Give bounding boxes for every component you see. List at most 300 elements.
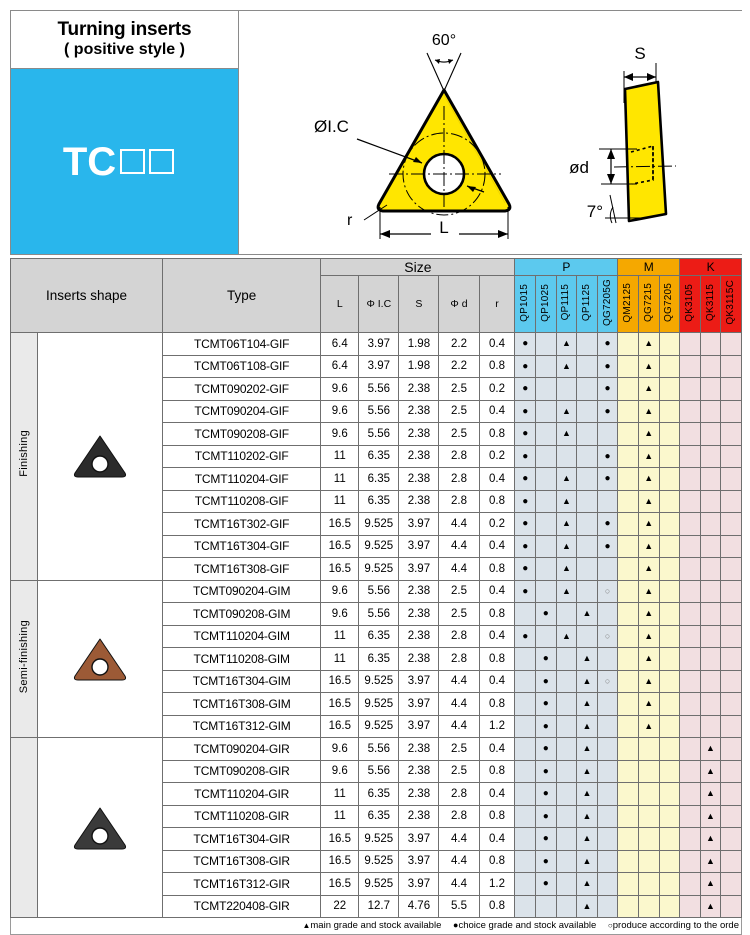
cell-grade-mark <box>700 873 721 896</box>
cell-grade-mark <box>577 513 598 536</box>
cell-grade-mark <box>597 738 618 761</box>
cell-grade-mark <box>680 378 701 401</box>
cell-grade-mark <box>638 783 659 806</box>
cell-grade-mark <box>659 715 680 738</box>
cell-grade-mark <box>659 580 680 603</box>
cell-grade-mark <box>577 580 598 603</box>
cell-grade-mark <box>597 603 618 626</box>
cell-size-l: 11 <box>321 445 359 468</box>
cell-size-s: 3.97 <box>399 873 439 896</box>
cell-grade-mark <box>638 670 659 693</box>
cell-grade-mark <box>556 580 577 603</box>
cell-grade-mark <box>659 603 680 626</box>
cell-size-d: 2.8 <box>439 805 479 828</box>
cell-type: TCMT090204-GIR <box>162 738 320 761</box>
cell-size-s: 1.98 <box>399 355 439 378</box>
cell-grade-mark <box>721 895 742 918</box>
cell-grade-mark <box>597 580 618 603</box>
cell-grade-mark <box>659 468 680 491</box>
cell-size-l: 11 <box>321 625 359 648</box>
cell-grade-mark <box>659 445 680 468</box>
cell-type: TCMT090208-GIM <box>162 603 320 626</box>
cell-size-d: 4.4 <box>439 670 479 693</box>
cell-size-d: 2.5 <box>439 378 479 401</box>
cell-grade-mark <box>597 400 618 423</box>
cell-size-r: 0.8 <box>479 423 515 446</box>
cell-grade-mark <box>659 490 680 513</box>
cell-grade-mark <box>700 468 721 491</box>
cell-grade-mark <box>515 760 536 783</box>
cell-grade-mark <box>680 355 701 378</box>
cell-size-r: 0.8 <box>479 760 515 783</box>
cell-grade-mark <box>556 760 577 783</box>
cell-grade-mark <box>659 828 680 851</box>
cell-grade-mark <box>577 490 598 513</box>
col-grade-qg7205g: QG7205G <box>597 276 618 333</box>
cell-grade-mark <box>536 873 557 896</box>
cell-size-s: 2.38 <box>399 490 439 513</box>
cell-size-d: 2.8 <box>439 648 479 671</box>
cell-size-s: 2.38 <box>399 805 439 828</box>
cell-grade-mark <box>597 558 618 581</box>
cell-size-ic: 5.56 <box>359 400 399 423</box>
cell-size-ic: 6.35 <box>359 805 399 828</box>
cell-grade-mark <box>700 648 721 671</box>
cell-size-r: 0.4 <box>479 828 515 851</box>
col-size-d: Φ d <box>439 276 479 333</box>
cell-grade-mark <box>659 355 680 378</box>
cell-grade-mark <box>536 535 557 558</box>
cell-size-d: 4.4 <box>439 693 479 716</box>
cell-grade-mark <box>680 333 701 356</box>
cell-grade-mark <box>577 355 598 378</box>
cell-grade-mark <box>556 648 577 671</box>
cell-grade-mark <box>680 693 701 716</box>
cell-grade-mark <box>659 513 680 536</box>
cell-grade-mark <box>515 828 536 851</box>
col-grade-qp1015: QP1015 <box>515 276 536 333</box>
cell-size-r: 0.8 <box>479 805 515 828</box>
cell-grade-mark <box>700 738 721 761</box>
cell-grade-mark <box>638 513 659 536</box>
cell-grade-mark <box>536 603 557 626</box>
cell-type: TCMT16T304-GIF <box>162 535 320 558</box>
cell-grade-mark <box>515 423 536 446</box>
cell-grade-mark <box>515 783 536 806</box>
cell-type: TCMT16T302-GIF <box>162 513 320 536</box>
cell-grade-mark <box>536 828 557 851</box>
cell-grade-mark <box>536 445 557 468</box>
col-size-s: S <box>399 276 439 333</box>
cell-grade-mark <box>659 693 680 716</box>
page-title: Turning inserts <box>57 18 192 40</box>
cell-grade-mark <box>577 378 598 401</box>
cell-size-ic: 3.97 <box>359 333 399 356</box>
cell-grade-mark <box>577 423 598 446</box>
cell-grade-mark <box>515 850 536 873</box>
cell-type: TCMT16T304-GIM <box>162 670 320 693</box>
cell-size-d: 2.8 <box>439 468 479 491</box>
cell-size-s: 2.38 <box>399 648 439 671</box>
cell-grade-mark <box>700 580 721 603</box>
cell-grade-mark <box>721 400 742 423</box>
cell-grade-mark <box>556 535 577 558</box>
cell-grade-mark <box>556 670 577 693</box>
cell-grade-mark <box>556 805 577 828</box>
cell-grade-mark <box>577 603 598 626</box>
cell-type: TCMT16T308-GIR <box>162 850 320 873</box>
cell-grade-mark <box>515 715 536 738</box>
legend-main-grade: ▲ main grade and stock available <box>302 920 441 931</box>
cell-grade-mark <box>536 378 557 401</box>
cell-size-l: 22 <box>321 895 359 918</box>
cell-size-ic: 9.525 <box>359 693 399 716</box>
cell-grade-mark <box>536 805 557 828</box>
insert-shape-icon <box>69 803 131 853</box>
cell-grade-mark <box>577 850 598 873</box>
cell-grade-mark <box>597 513 618 536</box>
cell-grade-mark <box>618 828 639 851</box>
cell-grade-mark <box>597 760 618 783</box>
cell-size-s: 2.38 <box>399 378 439 401</box>
cell-grade-mark <box>618 355 639 378</box>
insert-shape-icon <box>69 634 131 684</box>
cell-grade-mark <box>638 873 659 896</box>
cell-grade-mark <box>536 423 557 446</box>
cell-grade-mark <box>577 895 598 918</box>
cell-grade-mark <box>680 895 701 918</box>
legend-footer <box>10 918 742 935</box>
cell-grade-mark <box>721 355 742 378</box>
cell-grade-mark <box>700 760 721 783</box>
cell-size-d: 2.8 <box>439 783 479 806</box>
cell-grade-mark <box>618 490 639 513</box>
cell-grade-mark <box>638 828 659 851</box>
cell-size-ic: 9.525 <box>359 535 399 558</box>
cell-grade-mark <box>597 693 618 716</box>
cell-grade-mark <box>638 760 659 783</box>
cell-size-ic: 9.525 <box>359 828 399 851</box>
cell-grade-mark <box>536 693 557 716</box>
cell-size-ic: 6.35 <box>359 625 399 648</box>
cell-size-s: 2.38 <box>399 468 439 491</box>
cell-type: TCMT110204-GIM <box>162 625 320 648</box>
cell-size-l: 16.5 <box>321 828 359 851</box>
cell-grade-mark <box>638 805 659 828</box>
cell-grade-mark <box>597 670 618 693</box>
ic-diameter-label: ØI.C <box>314 117 349 136</box>
legend-produce-to-order: ○ produce according to the orde <box>608 920 739 931</box>
cell-size-s: 2.38 <box>399 400 439 423</box>
cell-size-d: 2.5 <box>439 603 479 626</box>
col-grade-qp1115: QP1115 <box>556 276 577 333</box>
cell-size-l: 9.6 <box>321 378 359 401</box>
cell-grade-mark <box>638 895 659 918</box>
cell-grade-mark <box>618 648 639 671</box>
cell-grade-mark <box>577 445 598 468</box>
cell-grade-mark <box>721 490 742 513</box>
cell-grade-mark <box>721 333 742 356</box>
cell-grade-mark <box>618 400 639 423</box>
cell-grade-mark <box>577 783 598 806</box>
cell-grade-mark <box>700 513 721 536</box>
cell-grade-mark <box>536 895 557 918</box>
cell-grade-mark <box>536 558 557 581</box>
cell-grade-mark <box>700 783 721 806</box>
cell-grade-mark <box>556 873 577 896</box>
cell-type: TCMT110204-GIF <box>162 468 320 491</box>
cell-size-r: 0.8 <box>479 490 515 513</box>
cell-grade-mark <box>721 378 742 401</box>
cell-size-l: 16.5 <box>321 558 359 581</box>
cell-grade-mark <box>597 333 618 356</box>
cell-size-ic: 12.7 <box>359 895 399 918</box>
cell-grade-mark <box>556 625 577 648</box>
cell-grade-mark <box>700 333 721 356</box>
cell-size-d: 4.4 <box>439 828 479 851</box>
cell-grade-mark <box>618 805 639 828</box>
cell-grade-mark <box>556 468 577 491</box>
cell-size-r: 0.8 <box>479 355 515 378</box>
cell-size-ic: 3.97 <box>359 355 399 378</box>
cell-size-s: 3.97 <box>399 693 439 716</box>
cell-size-r: 0.4 <box>479 580 515 603</box>
cell-grade-mark <box>556 850 577 873</box>
cell-size-l: 16.5 <box>321 670 359 693</box>
cell-grade-mark <box>536 333 557 356</box>
cell-grade-mark <box>577 625 598 648</box>
length-label-L: L <box>439 218 449 237</box>
cell-grade-mark <box>638 535 659 558</box>
cell-size-ic: 5.56 <box>359 423 399 446</box>
cell-size-r: 0.4 <box>479 670 515 693</box>
cell-grade-mark <box>577 558 598 581</box>
col-type: Type <box>162 259 320 333</box>
table-row <box>11 580 742 603</box>
cell-grade-mark <box>680 468 701 491</box>
cell-size-l: 16.5 <box>321 693 359 716</box>
cell-grade-mark <box>721 625 742 648</box>
cell-grade-mark <box>700 625 721 648</box>
cell-grade-mark <box>721 873 742 896</box>
title-box <box>11 11 238 69</box>
angle-label-60: 60° <box>431 32 457 49</box>
cell-grade-mark <box>515 558 536 581</box>
cell-grade-mark <box>638 693 659 716</box>
cell-grade-mark <box>536 670 557 693</box>
cell-grade-mark <box>659 378 680 401</box>
cell-grade-mark <box>638 625 659 648</box>
cell-grade-mark <box>515 738 536 761</box>
cell-grade-mark <box>577 715 598 738</box>
cell-size-r: 1.2 <box>479 715 515 738</box>
table-row <box>11 333 742 356</box>
cell-grade-mark <box>536 760 557 783</box>
cell-grade-mark <box>659 783 680 806</box>
cell-grade-mark <box>556 603 577 626</box>
cell-grade-mark <box>638 423 659 446</box>
cell-size-l: 11 <box>321 490 359 513</box>
cell-grade-mark <box>638 445 659 468</box>
cell-size-r: 0.8 <box>479 693 515 716</box>
cell-grade-mark <box>700 670 721 693</box>
cell-grade-mark <box>680 558 701 581</box>
cell-size-l: 9.6 <box>321 738 359 761</box>
col-grade-qm2125: QM2125 <box>618 276 639 333</box>
cell-grade-mark <box>721 603 742 626</box>
cell-grade-mark <box>515 693 536 716</box>
cell-grade-mark <box>659 625 680 648</box>
cell-grade-mark <box>721 805 742 828</box>
cell-grade-mark <box>556 333 577 356</box>
cell-size-l: 9.6 <box>321 603 359 626</box>
cell-grade-mark <box>638 378 659 401</box>
cell-grade-mark <box>556 400 577 423</box>
cell-grade-mark <box>700 490 721 513</box>
cell-size-ic: 5.56 <box>359 378 399 401</box>
cell-size-d: 4.4 <box>439 513 479 536</box>
cell-size-ic: 9.525 <box>359 715 399 738</box>
cell-grade-mark <box>618 895 639 918</box>
cell-grade-mark <box>556 513 577 536</box>
col-grade-qg7215: QG7215 <box>638 276 659 333</box>
top-view-group <box>314 32 510 239</box>
cell-grade-mark <box>515 648 536 671</box>
cell-grade-mark <box>597 378 618 401</box>
cell-grade-mark <box>597 895 618 918</box>
cell-grade-mark <box>515 535 536 558</box>
cell-size-ic: 5.56 <box>359 760 399 783</box>
cell-size-s: 3.97 <box>399 558 439 581</box>
cell-grade-mark <box>515 468 536 491</box>
cell-size-ic: 9.525 <box>359 670 399 693</box>
hole-diameter-label: ød <box>569 158 589 177</box>
cell-grade-mark <box>638 333 659 356</box>
cell-grade-mark <box>721 513 742 536</box>
cell-size-d: 2.2 <box>439 355 479 378</box>
cell-grade-mark <box>638 850 659 873</box>
cell-grade-mark <box>597 535 618 558</box>
cell-grade-mark <box>618 423 639 446</box>
cell-grade-mark <box>700 895 721 918</box>
cell-size-r: 0.8 <box>479 558 515 581</box>
cell-grade-mark <box>597 783 618 806</box>
cell-size-s: 3.97 <box>399 715 439 738</box>
cell-grade-mark <box>680 625 701 648</box>
cell-grade-mark <box>680 805 701 828</box>
cell-grade-mark <box>515 670 536 693</box>
section-label-text: Finishing <box>18 430 31 478</box>
cell-grade-mark <box>721 468 742 491</box>
cell-grade-mark <box>536 355 557 378</box>
cell-size-s: 2.38 <box>399 423 439 446</box>
cell-grade-mark <box>680 738 701 761</box>
cell-grade-mark <box>556 490 577 513</box>
code-placeholder-square-2 <box>149 149 174 174</box>
cell-grade-mark <box>700 423 721 446</box>
cell-type: TCMT06T104-GIF <box>162 333 320 356</box>
cell-grade-mark <box>721 738 742 761</box>
cell-size-r: 0.2 <box>479 445 515 468</box>
cell-grade-mark <box>556 738 577 761</box>
cell-grade-mark <box>700 603 721 626</box>
product-code-prefix: TC <box>62 139 117 184</box>
col-size-group: Size <box>321 259 515 276</box>
cell-grade-mark <box>515 603 536 626</box>
cell-type: TCMT090208-GIR <box>162 760 320 783</box>
cell-grade-mark <box>597 850 618 873</box>
insert-shape-icon <box>69 431 131 481</box>
cell-size-l: 16.5 <box>321 513 359 536</box>
cell-grade-mark <box>638 715 659 738</box>
cell-size-s: 3.97 <box>399 513 439 536</box>
cell-grade-mark <box>618 670 639 693</box>
cell-type: TCMT16T312-GIR <box>162 873 320 896</box>
cell-grade-mark <box>700 693 721 716</box>
cell-grade-mark <box>556 558 577 581</box>
col-grade-qp1025: QP1025 <box>536 276 557 333</box>
cell-grade-mark <box>515 378 536 401</box>
cell-grade-mark <box>638 490 659 513</box>
clearance-angle-label: 7° <box>586 202 603 221</box>
cell-grade-mark <box>536 625 557 648</box>
cell-grade-mark <box>659 805 680 828</box>
cell-size-l: 16.5 <box>321 850 359 873</box>
cell-grade-mark <box>618 738 639 761</box>
cell-grade-mark <box>638 558 659 581</box>
cell-grade-mark <box>577 805 598 828</box>
cell-grade-mark <box>721 580 742 603</box>
cell-grade-mark <box>721 558 742 581</box>
table-body <box>11 333 742 918</box>
cell-size-l: 11 <box>321 468 359 491</box>
cell-type: TCMT16T308-GIM <box>162 693 320 716</box>
cell-grade-mark <box>515 400 536 423</box>
col-inserts-shape: Inserts shape <box>11 259 163 333</box>
section-label-3 <box>11 738 38 918</box>
cell-grade-mark <box>680 490 701 513</box>
cell-size-s: 2.38 <box>399 783 439 806</box>
cell-grade-mark <box>515 333 536 356</box>
cell-size-d: 5.5 <box>439 895 479 918</box>
cell-grade-mark <box>618 873 639 896</box>
cell-size-ic: 6.35 <box>359 648 399 671</box>
cell-size-s: 2.38 <box>399 738 439 761</box>
cell-size-ic: 9.525 <box>359 873 399 896</box>
cell-grade-mark <box>618 535 639 558</box>
cell-size-d: 2.5 <box>439 400 479 423</box>
cell-size-r: 0.8 <box>479 603 515 626</box>
cell-grade-mark <box>680 423 701 446</box>
header-row-groups <box>11 259 742 276</box>
cell-size-ic: 5.56 <box>359 580 399 603</box>
cell-grade-mark <box>597 423 618 446</box>
grade-group-m: M <box>618 259 680 276</box>
cell-grade-mark <box>721 423 742 446</box>
cell-grade-mark <box>618 513 639 536</box>
cell-grade-mark <box>680 603 701 626</box>
cell-size-d: 2.2 <box>439 333 479 356</box>
cell-grade-mark <box>536 468 557 491</box>
cell-grade-mark <box>721 783 742 806</box>
cell-size-l: 11 <box>321 648 359 671</box>
cell-size-d: 4.4 <box>439 535 479 558</box>
cell-size-l: 9.6 <box>321 400 359 423</box>
section-label-2 <box>11 580 38 738</box>
cell-grade-mark <box>680 513 701 536</box>
cell-grade-mark <box>680 535 701 558</box>
cell-size-s: 3.97 <box>399 850 439 873</box>
